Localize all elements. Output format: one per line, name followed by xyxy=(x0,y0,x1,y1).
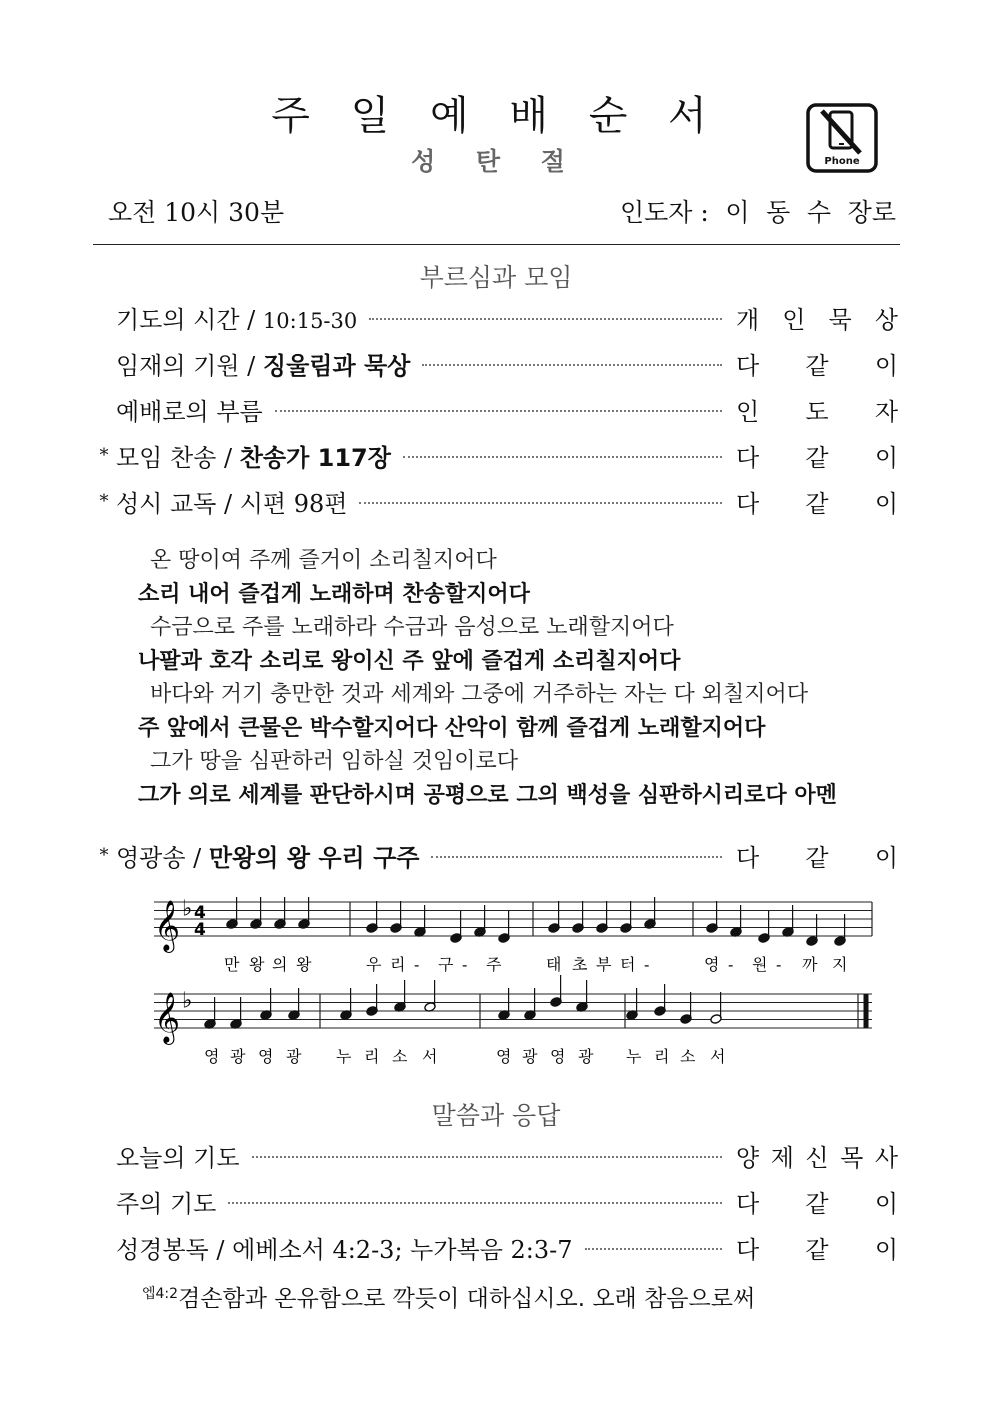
order-item-title: 임재의 기원 / xyxy=(116,351,263,380)
order-item-title: 주의 기도 xyxy=(116,1189,217,1218)
order-item-title: 모임 찬송 / xyxy=(116,443,240,472)
order-item-detail: 10:15-30 xyxy=(262,308,358,333)
performer-char: 인 xyxy=(782,305,806,334)
dot-leader xyxy=(275,410,722,412)
performer-char: 이 xyxy=(874,443,898,472)
order-item-detail: 징울림과 묵상 xyxy=(262,351,411,380)
flat-sign-icon: ♭ xyxy=(182,988,193,1014)
star-mark: * xyxy=(99,844,109,866)
dot-leader xyxy=(431,856,722,858)
reading-response-line: 나팔과 호각 소리로 왕이신 주 앞에 즐겁게 소리칠지어다 xyxy=(138,648,681,674)
lyric-syllable: 소 xyxy=(680,1047,696,1066)
section-title-word: 말씀과 응답 xyxy=(431,1101,561,1130)
reading-leader-line: 수금으로 주를 노래하라 수금과 음성으로 노래할지어다 xyxy=(150,615,674,640)
order-item-label xyxy=(116,1138,240,1173)
performer-char: 이 xyxy=(874,489,898,518)
lyric-syllable: 리 xyxy=(364,1047,380,1066)
lyric-syllable: 원 xyxy=(752,955,768,974)
lyric-syllable: 영 xyxy=(550,1047,566,1066)
performer-char: 같 xyxy=(805,443,829,472)
order-item-performer xyxy=(736,1138,898,1173)
lyric-syllable: 리 xyxy=(390,955,406,974)
performer-char: 사 xyxy=(874,1143,898,1172)
phone-label: Phone xyxy=(824,156,860,167)
order-item-label xyxy=(116,484,347,519)
reading-leader-line: 온 땅이여 주께 즐거이 소리칠지어다 xyxy=(150,548,497,573)
dot-leader xyxy=(422,364,722,366)
performer-char: 다 xyxy=(736,843,760,872)
verse-text: 겸손함과 온유함으로 깍듯이 대하십시오. 오래 참음으로써 xyxy=(178,1286,756,1312)
lyric-syllable: 부 xyxy=(596,955,612,974)
verse-ref: 엡4:2 xyxy=(142,1286,179,1302)
order-item xyxy=(92,1230,898,1264)
lyric-syllable: - xyxy=(462,955,468,974)
leader-name-3: 수 xyxy=(806,198,832,227)
order-item-detail: 만왕의 왕 우리 구주 xyxy=(208,843,420,872)
performer-char: 이 xyxy=(874,1235,898,1264)
lyric-syllable: 영 xyxy=(496,1047,512,1066)
performer-char: 목 xyxy=(840,1143,864,1172)
performer-char: 다 xyxy=(736,489,760,518)
order-item-title: 성시 교독 / 시편 98편 xyxy=(116,489,348,518)
lyric-syllable: 만 xyxy=(224,955,240,974)
performer-char: 자 xyxy=(874,397,898,426)
performer-char: 상 xyxy=(874,305,898,334)
performer-char: 제 xyxy=(770,1143,794,1172)
performer-char: 이 xyxy=(874,843,898,872)
order-item xyxy=(92,300,898,334)
flat-sign-icon: ♭ xyxy=(182,896,193,922)
lyric-syllable: 의 xyxy=(272,955,288,974)
lyric-syllable: - xyxy=(776,955,782,974)
dot-leader xyxy=(359,502,722,504)
lyric-syllable: 광 xyxy=(578,1047,594,1066)
lyric-syllable: 영 xyxy=(704,955,720,974)
performer-char: 다 xyxy=(736,351,760,380)
lyric-syllable: 왕 xyxy=(249,955,265,974)
order-item-title: 기도의 시간 / xyxy=(116,305,263,334)
leader-name-1: 이 xyxy=(725,198,750,227)
performer-char: 개 xyxy=(736,305,760,334)
lyric-syllable: 소 xyxy=(392,1047,408,1066)
order-item xyxy=(92,392,898,426)
header-divider xyxy=(93,244,900,245)
dot-leader xyxy=(252,1156,722,1158)
order-item-label xyxy=(116,1184,216,1219)
order-item-label xyxy=(116,346,410,381)
performer-char: 다 xyxy=(736,1235,760,1264)
order-item-performer xyxy=(736,346,898,381)
lyric-syllable: - xyxy=(728,955,734,974)
dot-leader xyxy=(585,1248,722,1250)
service-time: 오전 10시 30분 xyxy=(108,198,285,227)
reading-response-line: 소리 내어 즐겁게 노래하며 찬송할지어다 xyxy=(138,581,530,607)
order-item-label xyxy=(116,438,391,473)
section-title-gathering: 부르심과 모임 xyxy=(419,263,573,292)
lyric-syllable: 우 xyxy=(366,955,382,974)
page-subtitle: 성 탄 절 xyxy=(411,147,581,176)
order-item xyxy=(92,1184,898,1218)
order-item-detail: 찬송가 117장 xyxy=(239,443,391,472)
order-item xyxy=(92,484,898,518)
order-item-label xyxy=(116,300,357,335)
performer-char: 이 xyxy=(874,351,898,380)
leader-line xyxy=(620,196,896,230)
lyric-syllable: 광 xyxy=(286,1047,302,1066)
lyric-syllable: 초 xyxy=(572,955,588,974)
reading-leader-line: 바다와 거기 충만한 것과 세계와 그중에 거주하는 자는 다 외칠지어다 xyxy=(150,682,808,707)
performer-char: 다 xyxy=(736,1189,760,1218)
dot-leader xyxy=(228,1202,722,1204)
lyric-syllable: 까 xyxy=(802,955,818,974)
order-item-performer xyxy=(736,438,898,473)
lyric-syllable: 지 xyxy=(832,955,848,974)
dot-leader xyxy=(369,318,722,320)
lyric-syllable: 영 xyxy=(204,1047,220,1066)
order-item-performer xyxy=(736,1184,898,1219)
lyric-syllable: 서 xyxy=(422,1047,438,1066)
lyric-syllable: 광 xyxy=(522,1047,538,1066)
order-item-performer xyxy=(736,484,898,519)
treble-clef-icon: 𝄞 xyxy=(154,992,181,1043)
performer-char: 양 xyxy=(736,1143,760,1172)
performer-char: 도 xyxy=(805,397,829,426)
performer-char: 인 xyxy=(736,397,760,426)
order-item-label xyxy=(116,1230,573,1265)
order-item-performer xyxy=(736,300,898,335)
time-signature-bottom: 4 xyxy=(194,920,206,940)
order-item-label xyxy=(116,392,263,427)
lyric-syllable: 누 xyxy=(626,1047,642,1066)
lyric-syllable: 구 xyxy=(438,955,454,974)
music-score xyxy=(150,888,878,1078)
lyric-syllable: 광 xyxy=(230,1047,246,1066)
page-title: 주 일 예 배 순 서 xyxy=(271,93,721,139)
lyric-syllable: 영 xyxy=(258,1047,274,1066)
order-item-title: 오늘의 기도 xyxy=(116,1143,240,1172)
order-item-title: 성경봉독 / 에베소서 4:2-3; 누가복음 2:3-7 xyxy=(116,1235,573,1264)
treble-clef-icon: 𝄞 xyxy=(154,900,181,951)
performer-char: 같 xyxy=(805,1189,829,1218)
leader-name-4: 장로 xyxy=(847,198,896,227)
performer-char: 같 xyxy=(805,843,829,872)
verse-line xyxy=(142,1280,755,1313)
lyric-syllable: 터 xyxy=(620,955,636,974)
performer-char: 같 xyxy=(805,351,829,380)
order-item xyxy=(92,346,898,380)
reading-leader-line: 그가 땅을 심판하러 임하실 것임이로다 xyxy=(150,749,519,774)
order-item-label xyxy=(116,838,419,873)
dot-leader xyxy=(403,456,722,458)
order-item xyxy=(92,438,898,472)
order-item xyxy=(92,838,898,872)
lyric-syllable: - xyxy=(414,955,420,974)
reading-response-line: 주 앞에서 큰물은 박수할지어다 산악이 함께 즐겁게 노래할지어다 xyxy=(138,715,766,741)
lyric-syllable: 주 xyxy=(486,955,502,974)
order-item-performer xyxy=(736,838,898,873)
performer-char: 다 xyxy=(736,443,760,472)
lyric-syllable: 누 xyxy=(336,1047,352,1066)
order-item-title: 예배로의 부름 xyxy=(116,397,263,426)
order-item xyxy=(92,1138,898,1172)
reading-response-line: 그가 의로 세계를 판단하시며 공평으로 그의 백성을 심판하시리로다 아멘 xyxy=(138,782,837,808)
order-item-title: 영광송 / xyxy=(116,843,209,872)
star-mark: * xyxy=(99,444,109,466)
lyric-syllable: 서 xyxy=(710,1047,726,1066)
performer-char: 이 xyxy=(874,1189,898,1218)
star-mark: * xyxy=(99,490,109,512)
order-item-performer xyxy=(736,392,898,427)
leader-label: 인도자 : xyxy=(620,198,709,227)
lyric-syllable: - xyxy=(644,955,650,974)
time-signature-top: 4 xyxy=(194,903,206,923)
lyric-syllable: 왕 xyxy=(296,955,312,974)
performer-char: 묵 xyxy=(828,305,852,334)
no-phone-icon xyxy=(806,103,878,173)
performer-char: 같 xyxy=(805,489,829,518)
performer-char: 같 xyxy=(805,1235,829,1264)
performer-char: 신 xyxy=(805,1143,829,1172)
order-item-performer xyxy=(736,1230,898,1265)
lyric-syllable: 리 xyxy=(654,1047,670,1066)
leader-name-2: 동 xyxy=(766,198,791,227)
lyric-syllable: 태 xyxy=(546,955,562,974)
